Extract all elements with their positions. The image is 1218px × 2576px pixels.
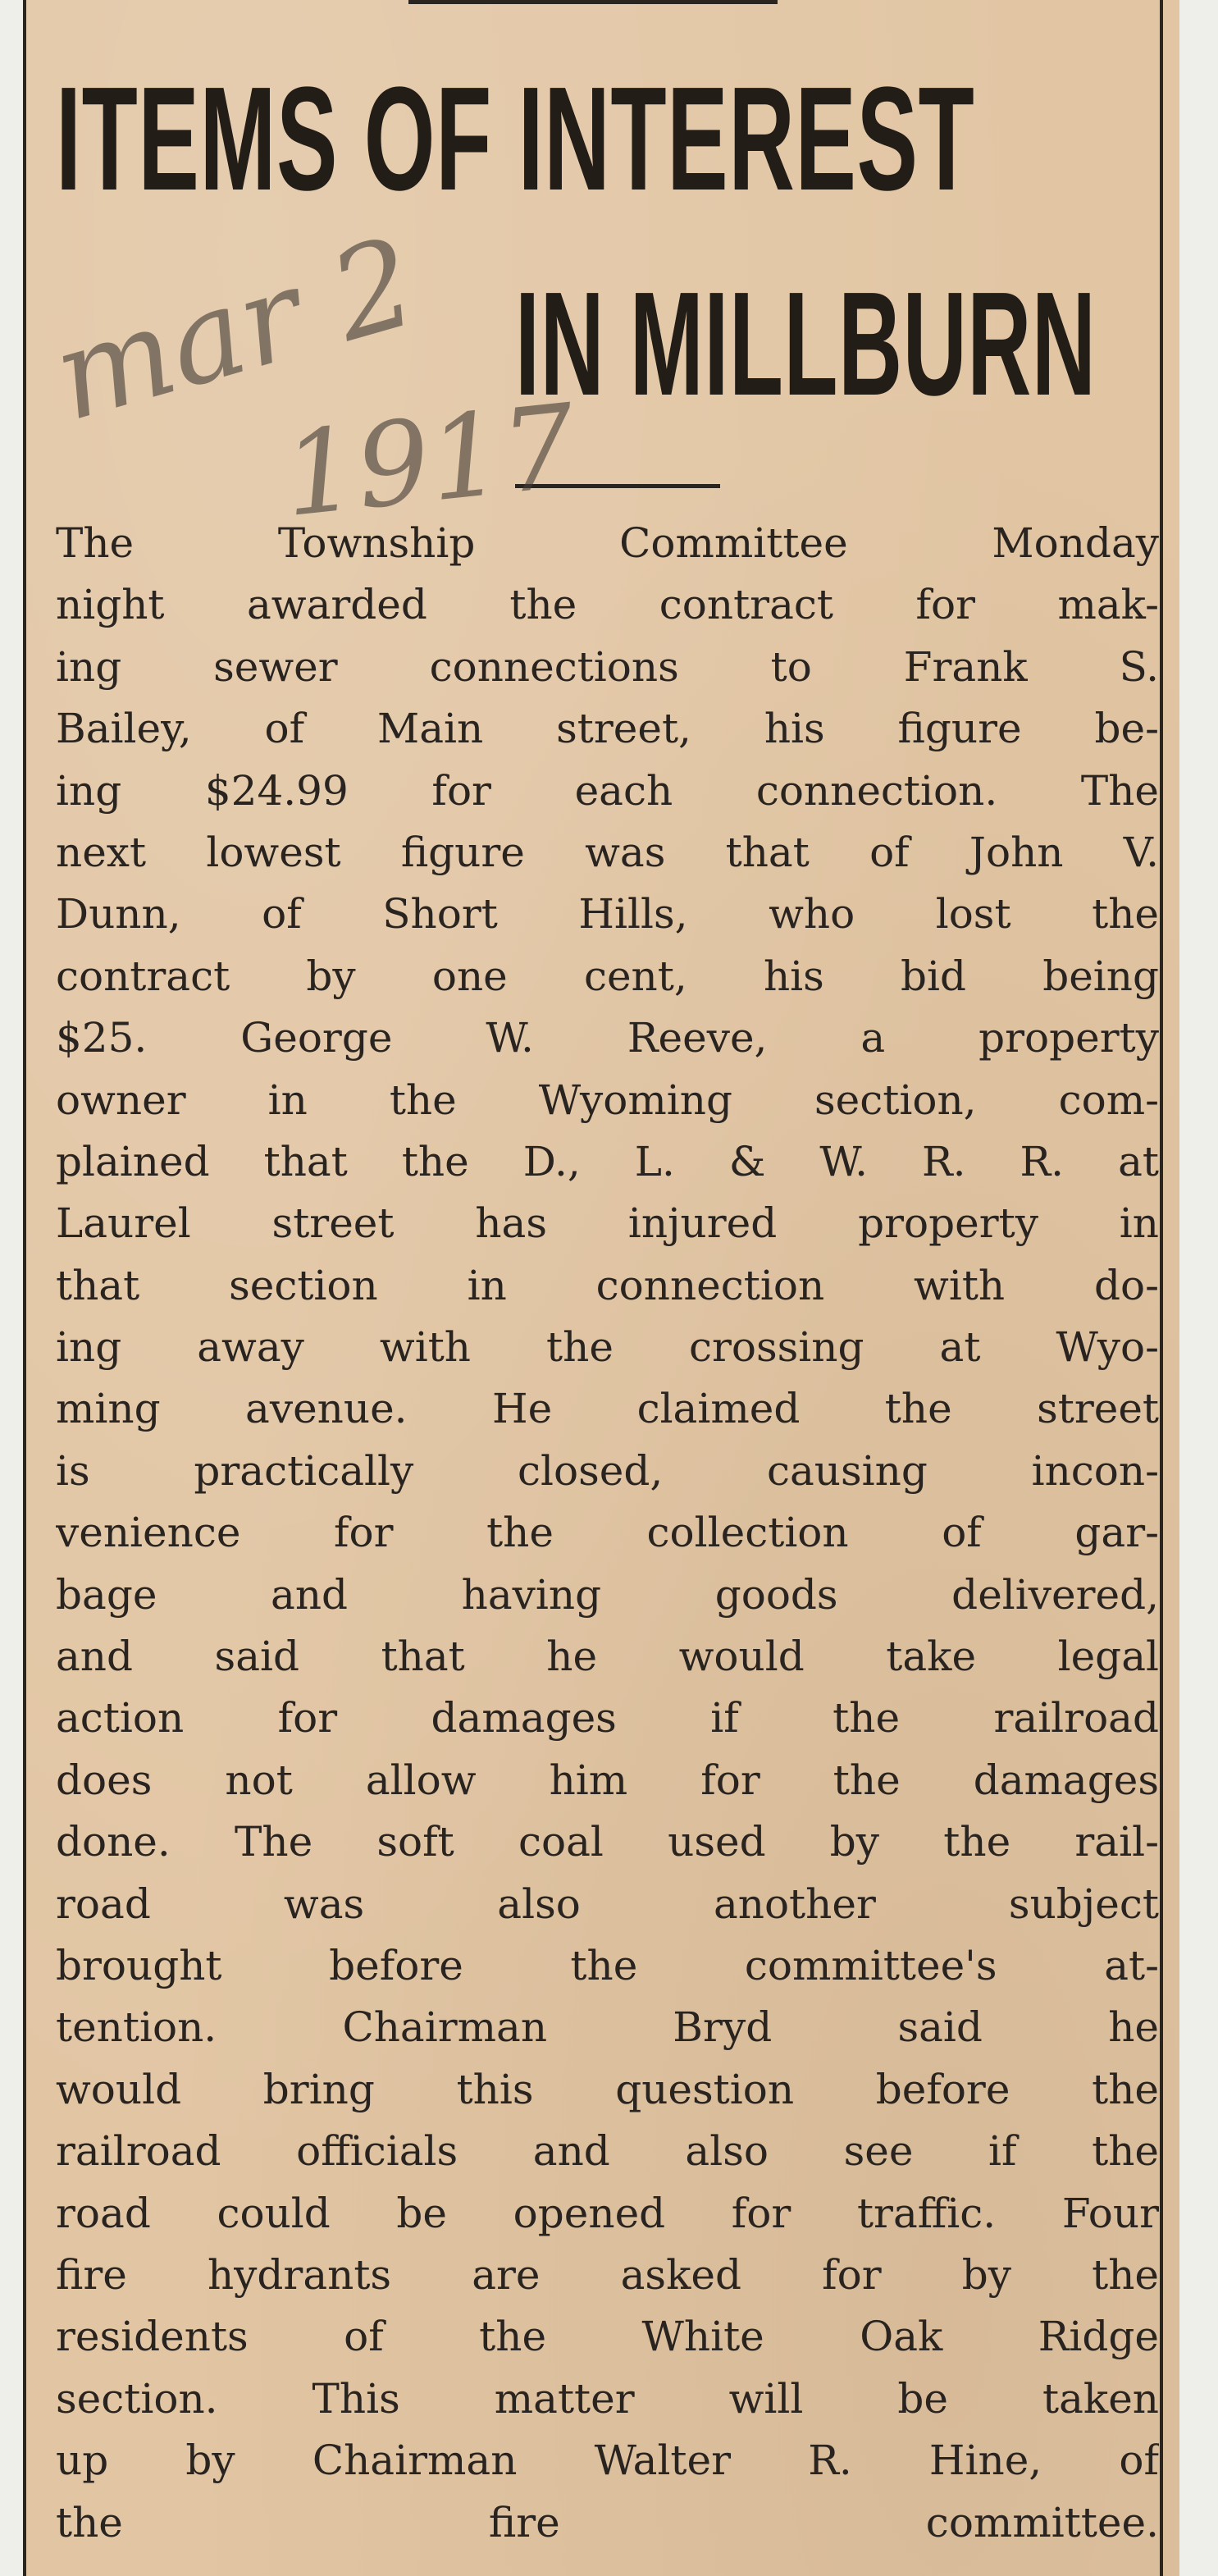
- article-line: done. The soft coal used by the rail-: [56, 1818, 1159, 1866]
- article-line: the fire committee.: [56, 2498, 1159, 2546]
- article-line: owner in the Wyoming section, com-: [56, 1076, 1159, 1124]
- article-line: road was also another subject: [56, 1879, 1159, 1928]
- article-line: residents of the White Oak Ridge: [56, 2313, 1159, 2361]
- left-column-rule: [23, 0, 26, 2576]
- article-line: $25. George W. Reeve, a property: [56, 1014, 1159, 1062]
- handwritten-date-annotation: mar 2: [39, 210, 431, 450]
- article-line: ing away with the crossing at Wyo-: [56, 1323, 1159, 1372]
- article-line: road could be opened for traffic. Four: [56, 2189, 1159, 2237]
- article-line: venience for the collection of gar-: [56, 1509, 1159, 1557]
- headline-line-2: IN MILLBURN: [515, 262, 1097, 427]
- top-rule: [408, 0, 778, 4]
- article-line: tention. Chairman Bryd said he: [56, 2003, 1159, 2052]
- article-line: next lowest figure was that of John V.: [56, 828, 1159, 876]
- article-line: The Township Committee Monday: [56, 519, 1159, 567]
- article-body: [56, 513, 1159, 2554]
- right-column-rule: [1160, 0, 1163, 2576]
- article-line: does not allow him for the damages: [56, 1756, 1159, 1804]
- article-line: ing sewer connections to Frank S.: [56, 642, 1159, 691]
- article-line: plained that the D., L. & W. R. R. at: [56, 1137, 1159, 1185]
- article-line: Laurel street has injured property in: [56, 1199, 1159, 1248]
- article-line: would bring this question before the: [56, 2065, 1159, 2113]
- article-line: night awarded the contract for mak-: [56, 581, 1159, 629]
- article-line: up by Chairman Walter R. Hine, of: [56, 2437, 1159, 2485]
- article-line: Dunn, of Short Hills, who lost the: [56, 890, 1159, 939]
- handwritten-year-annotation: 1917: [277, 379, 582, 544]
- article-line: contract by one cent, his bid being: [56, 952, 1159, 1000]
- newspaper-clipping: [23, 0, 1179, 2576]
- article-line: that section in connection with do-: [56, 1261, 1159, 1309]
- article-line: fire hydrants are asked for by the: [56, 2250, 1159, 2299]
- article-line: is practically closed, causing incon-: [56, 1446, 1159, 1495]
- article-line: Bailey, of Main street, his figure be-: [56, 705, 1159, 753]
- article-line: brought before the committee's at-: [56, 1941, 1159, 1989]
- article-line: section. This matter will be taken: [56, 2374, 1159, 2423]
- article-line: action for damages if the railroad: [56, 1694, 1159, 1742]
- article-line: bage and having goods delivered,: [56, 1570, 1159, 1619]
- article-line: ing $24.99 for each connection. The: [56, 766, 1159, 815]
- article-line: railroad officials and also see if the: [56, 2127, 1159, 2176]
- article-line: ming avenue. He claimed the street: [56, 1385, 1159, 1433]
- article-line: and said that he would take legal: [56, 1633, 1159, 1681]
- headline-line-1: ITEMS OF INTEREST: [56, 57, 975, 222]
